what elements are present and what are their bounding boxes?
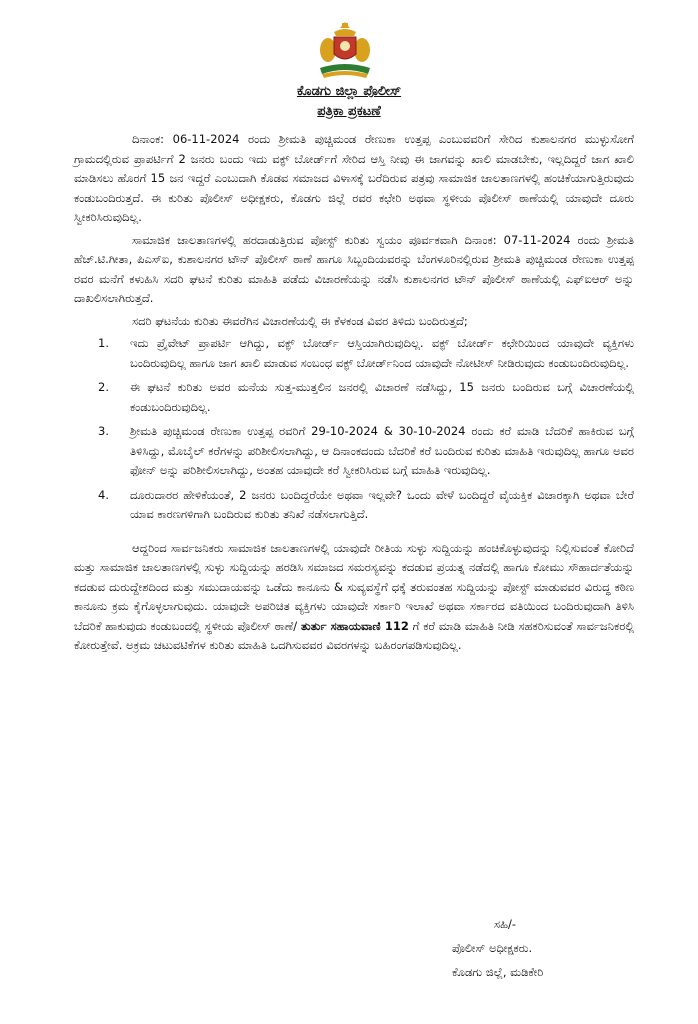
list-item-number: 1. <box>98 336 109 350</box>
list-item-text: ಈ ಘಟನೆ ಕುರಿತು ಅವರ ಮನೆಯ ಸುತ್ತ-ಮುತ್ತಲಿನ ಜನರಲ್ಲಿ ವಿಚಾರಣೆ ನಡೆಸಿದ್ದು, 15 ಜನರು ಬಂದಿರುವ ಬಗ್ಗೆ ವಿಚಾರಣೆಯಲ್ಲಿ ಕಂಡುಬಂದಿರುವುದಿಲ್ಲ. <box>130 380 634 414</box>
list-item-number: 3. <box>98 424 109 438</box>
list-item <box>74 378 634 417</box>
doc-type-title: ಪತ್ರಿಕಾ ಪ್ರಕಟಣೆ <box>317 104 381 119</box>
appeal-text-part2: ಗೆ ಕರೆ ಮಾಡಿ ಮಾಹಿತಿ ನೀಡಿ ಸಹಕರಿಸುವಂತೆ ಸಾರ್ವಜನಿಕರಲ್ಲಿ ಕೋರುತ್ತೇವೆ. ಅಕ್ರಮ ಚಟುವಟಿಕೆಗಳ ಕುರಿತು ಮಾಹಿತಿ ಒದಗಿಸುವವರ ವಿವರಗಳನ್ನು ಬಹಿರಂಗಪಡಿಸುವುದಿಲ್ಲ. <box>74 618 635 652</box>
list-item-number: 2. <box>98 380 109 394</box>
list-item <box>74 422 634 481</box>
appeal-text-part1: ಆದ್ದರಿಂದ ಸಾರ್ವಜನಿಕರು ಸಾಮಾಜಿಕ ಜಾಲತಾಣಗಳಲ್ಲಿ ಯಾವುದೇ ರೀತಿಯ ಸುಳ್ಳು ಸುದ್ದಿಯನ್ನು ಹಂಚಿಕೊಳ್ಳುವುದನ್ನು ನಿಲ್ಲಿಸುವಂತೆ ಕೋರಿದೆ ಮತ್ತು ಸಾಮಾಜಿಕ ಜಾಲತಾಣಗಳಲ್ಲಿ ಸುಳ್ಳು ಸುದ್ದಿಯನ್ನು ಹರಡಿಸಿ ಸಮಾಜದ ಸಮರಸ್ಯವನ್ನು ಕದಡುವ ಪ್ರಯತ್ನ ನಡೆದಲ್ಲಿ ಹಾಗೂ ಕೋಮು ಸೌಹಾರ್ದತೆಯನ್ನು ಕದಡುವ ದುರುದ್ದೇಶದಿಂದ ಮತ್ತು ಸಮುದಾಯವನ್ನು ಒಡೆದು ಕಾನೂನು & ಸುವ್ಯವಸ್ಥೆಗೆ ಧಕ್ಕೆ ತರುವಂತಹ ಸುದ್ದಿಯನ್ನು ಪೋಸ್ಟ್ ಮಾಡುವವರ ವಿರುದ್ಧ ಕಠಿಣ ಕಾನೂನು ಕ್ರಮ ಕೈಗೊಳ್ಳಲಾಗುವುದು. ಯಾವುದೇ ಅಪರಿಚಿತ ವ್ಯಕ್ತಿಗಳು ಯಾವುದೇ ಸರ್ಕಾರಿ ಇಲಾಖೆ ಅಥವಾ ಸರ್ಕಾರದ ವತಿಯಿಂದ ಬಂದಿರುವುದಾಗಿ ತಿಳಿಸಿ ಬೆದರಿಕೆ ಹಾಕುವುದು ಕಂಡುಬಂದಲ್ಲಿ ಸ್ಥಳೀಯ ಪೊಲೀಸ್ ಠಾಣೆ/ <box>74 540 634 633</box>
paragraph-findings-intro: ಸದರಿ ಘಟನೆಯ ಕುರಿತು ಈವರೆಗಿನ ವಿಚಾರಣೆಯಲ್ಲಿ ಈ ಕೆಳಕಂಡ ವಿವರ ತಿಳಿದು ಬಂದಿರುತ್ತದೆ; <box>132 313 468 328</box>
org-title: ಕೊಡಗು ಜಿಲ್ಲಾ ಪೊಲೀಸ್ <box>296 84 402 99</box>
signature-block <box>452 912 543 984</box>
list-item <box>74 334 634 373</box>
list-item-number: 4. <box>98 487 109 502</box>
list-item-text: ಶ್ರೀಮತಿ ಪುಚ್ಚಿಮಂಡ ರೇಣುಕಾ ಉತ್ತಪ್ಪ ರವರಿಗೆ 29-10-2024 & 30-10-2024 ರಂದು ಕರೆ ಮಾಡಿ ಬೆದರಿಕೆ ಹಾಕಿರುವ ಬಗ್ಗೆ ತಿಳಿಸಿದ್ದು, ಮೊಬೈಲ್ ಕರೆಗಳನ್ನು ಪರಿಶೀಲಿಸಲಾಗಿದ್ದು, ಆ ದಿನಾಂಕದಂದು ಬೆದರಿಕೆ ಕರೆ ಬಂದಿರುವ ಕುರಿತು ಮಾಹಿತಿ ಇರುವುದಿಲ್ಲ ಹಾಗೂ ಅವರ ಫೋನ್ ಅನ್ನು ಪರಿಶೀಲಿಸಲಾಗಿದ್ದು, ಅಂತಹ ಯಾವುದೇ ಕರೆ ಸ್ವೀಕರಿಸಿರುವ ಬಗ್ಗೆ ಮಾಹಿತಿ ಇರುವುದಿಲ್ಲ. <box>130 424 634 477</box>
paragraph-appeal <box>74 539 634 656</box>
list-item-text: ದೂರುದಾರರ ಹೇಳಿಕೆಯಂತೆ, 2 ಜನರು ಬಂದಿದ್ದರೆಯೇ ಅಥವಾ ಇಲ್ಲವೇ? ಒಂದು ವೇಳೆ ಬಂದಿದ್ದರೆ ವೈಯಕ್ತಿಕ ವಿಚಾರಕ್ಕಾಗಿ ಅಥವಾ ಬೇರೆ ಯಾವ ಕಾರಣಗಳಿಗಾಗಿ ಬಂದಿರುವ ಕುರಿತು ತನಿಖೆ ನಡೆಸಲಾಗುತ್ತಿದೆ. <box>130 487 634 521</box>
findings-list <box>74 334 634 525</box>
title-block <box>0 82 698 122</box>
state-emblem-icon <box>314 22 376 80</box>
emergency-helpline: ತುರ್ತು ಸಹಾಯವಾಣಿ 112 <box>300 618 409 633</box>
signatory-office: ಕೊಡಗು ಜಿಲ್ಲೆ, ಮಡಿಕೇರಿ <box>452 965 544 979</box>
signatory-designation: ಪೊಲೀಸ್ ಅಧೀಕ್ಷಕರು. <box>452 941 533 955</box>
list-item-text: ಇದು ಪ್ರೈವೇಟ್ ಪ್ರಾಪರ್ಟಿ ಆಗಿದ್ದು, ವಕ್ಫ್ ಬೋರ್ಡ್ ಆಸ್ತಿಯಾಗಿರುವುದಿಲ್ಲ. ವಕ್ಫ್ ಬೋರ್ಡ್ ಕಛೇರಿಯಿಂದ ಯಾವುದೇ ವ್ಯಕ್ತಿಗಳು ಬಂದಿರುವುದಿಲ್ಲ ಹಾಗೂ ಜಾಗ ಖಾಲಿ ಮಾಡುವ ಸಂಬಂಧ ವಕ್ಫ್ ಬೋರ್ಡ್‌ನಿಂದ ಯಾವುದೇ ನೋಟೀಸ್ ನೀಡಿರುವುದು ಕಂಡುಬಂದಿರುವುದಿಲ್ಲ. <box>130 336 634 370</box>
signed-mark: ಸಹಿ/- <box>494 917 517 931</box>
release-body <box>74 130 634 656</box>
paragraph-incident: ದಿನಾಂಕ: 06-11-2024 ರಂದು ಶ್ರೀಮತಿ ಪುಚ್ಚಿಮಂಡ ರೇಣುಕಾ ಉತ್ತಪ್ಪ ಎಂಬುವವರಿಗೆ ಸೇರಿದ ಕುಶಾಲನಗರ ಮುಳ್ಳುಸೋಗೆ ಗ್ರಾಮದಲ್ಲಿರುವ ಪ್ರಾಪರ್ಟಿಗೆ 2 ಜನರು ಬಂದು ಇದು ವಕ್ಫ್ ಬೋರ್ಡ್‌ಗೆ ಸೇರಿದ ಆಸ್ತಿ ನೀವು ಈ ಜಾಗವನ್ನು ಖಾಲಿ ಮಾಡಬೇಕು, ಇಲ್ಲದಿದ್ದರೆ ಜಾಗ ಖಾಲಿ ಮಾಡಿಸಲು ಹೊರಗೆ 15 ಜನ ಇದ್ದರೆ ಎಂಬುದಾಗಿ ಕೊಡವ ಸಮಾಜದ ವಿಳಾಸಕ್ಕೆ ಬರೆದಿರುವ ಪತ್ರವು ಸಾಮಾಜಿಕ ಜಾಲತಾಣಗಳಲ್ಲಿ ಹಂಚಿಕೆಯಾಗುತ್ತಿರುವುದು ಕಂಡುಬಂದಿರುತ್ತದೆ. ಈ ಕುರಿತು ಪೊಲೀಸ್ ಅಧೀಕ್ಷಕರು, ಕೊಡಗು ಜಿಲ್ಲೆ ರವರ ಕಛೇರಿ ಅಥವಾ ಸ್ಥಳೀಯ ಪೊಲೀಸ್ ಠಾಣೆಯಲ್ಲಿ ಯಾವುದೇ ದೂರು ಸ್ವೀಕರಿಸಿರುವುದಿಲ್ಲ. <box>74 132 634 224</box>
list-item <box>74 486 634 525</box>
paragraph-fir: ಸಾಮಾಜಿಕ ಜಾಲತಾಣಗಳಲ್ಲಿ ಹರದಾಡುತ್ತಿರುವ ಪೋಸ್ಟ್ ಕುರಿತು ಸ್ವಯಂ ಪೂರ್ವಕವಾಗಿ ದಿನಾಂಕ: 07-11-2024 ರಂದು ಶ್ರೀಮತಿ ಹೆಚ್.ಟಿ.ಗೀತಾ, ಪಿಎಸ್ಐ, ಕುಶಾಲನಗರ ಟೌನ್ ಪೊಲೀಸ್ ಠಾಣೆ ಹಾಗೂ ಸಿಬ್ಬಂದಿಯವರನ್ನು ಬೆಂಗಳೂರಿನಲ್ಲಿರುವ ಶ್ರೀಮತಿ ಪುಚ್ಚಿಮಂಡ ರೇಣುಕಾ ಉತ್ತಪ್ಪ ರವರ ಮನೆಗೆ ಕಳುಹಿಸಿ ಸದರಿ ಘಟನೆ ಕುರಿತು ಮಾಹಿತಿ ಪಡೆದು ವಿಚಾರಣೆಯನ್ನು ನಡೆಸಿ ಕುಶಾಲನಗರ ಟೌನ್ ಪೊಲೀಸ್ ಠಾಣೆಯಲ್ಲಿ ಎಫ್ಐಆರ್ ಅನ್ನು ದಾಖಲಿಸಲಾಗಿರುತ್ತದೆ. <box>74 232 634 305</box>
